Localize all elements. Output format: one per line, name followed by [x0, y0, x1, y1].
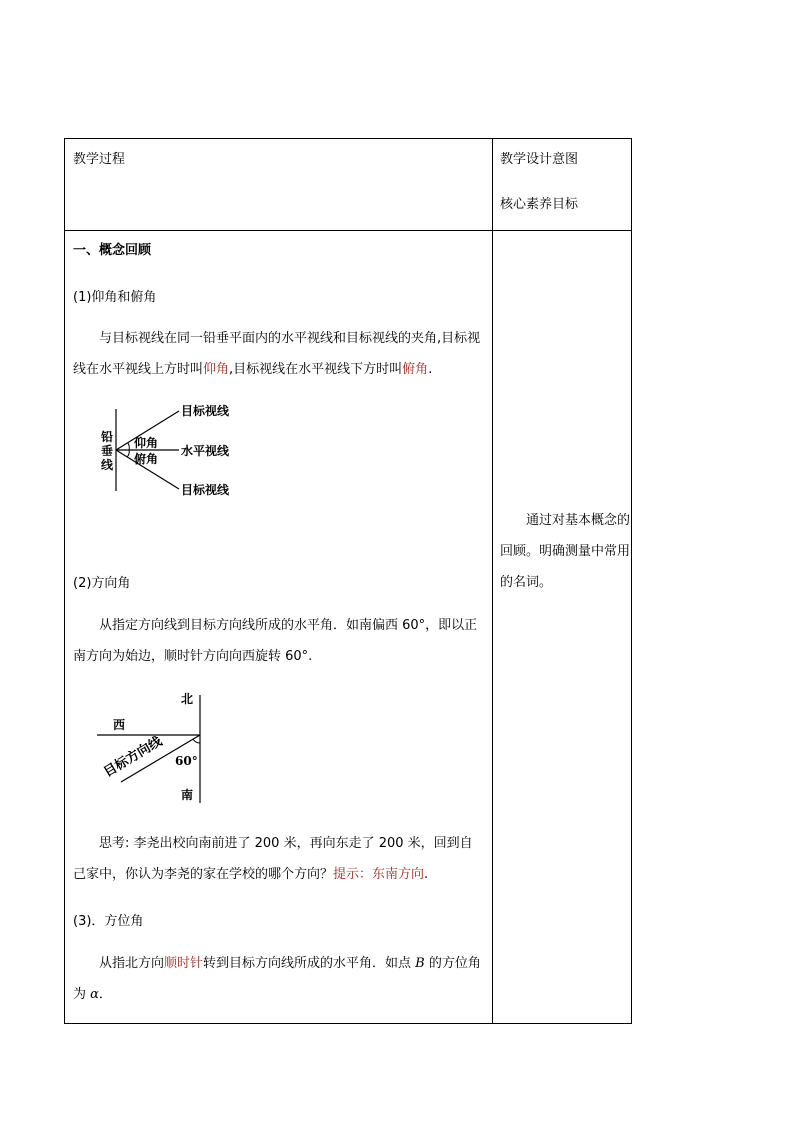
upper-sight-label: 目标视线: [181, 404, 230, 418]
term-clockwise: 顺时针: [164, 956, 204, 971]
design-intent-text: 通过对基本概念的回顾。明确测量中常用的名词。: [500, 513, 631, 590]
target-line-label: 目标方向线: [101, 734, 165, 781]
think-question: 思考: 李尧出校向南前进了 200 米，再向东走了 200 米，回到自己家中，你认为李尧的家在学校的哪个方向？提示：东南方向.: [73, 836, 473, 882]
west-label: 西: [113, 718, 126, 732]
angle-depression-label: 俯角: [134, 452, 159, 466]
angle-elevation-label: 仰角: [134, 436, 159, 450]
header-intent: 教学设计意图: [500, 152, 579, 167]
elevation-diagram: [95, 399, 245, 499]
subsection-direction-title: (2)方向角: [73, 576, 131, 591]
alpha-symbol: α: [90, 987, 99, 1002]
column-divider: [492, 139, 493, 1023]
subsection-azimuth-title: (3)．方位角: [73, 914, 144, 929]
vertical-char-2: 垂: [101, 444, 114, 458]
vertical-char-3: 线: [101, 458, 114, 472]
elevation-definition: 与目标视线在同一铅垂平面内的水平视线和目标视线的夹角,目标视线在水平视线上方时叫仰角,目标视线在水平视线下方时叫俯角.: [73, 331, 481, 377]
north-label: 北: [181, 692, 194, 706]
subsection-elevation-title: (1)仰角和俯角: [73, 290, 157, 305]
term-elevation: 仰角: [203, 362, 230, 377]
angle-60-label: 60°: [175, 754, 198, 768]
direction-diagram: [95, 687, 265, 809]
header-goal: 核心素养目标: [500, 197, 579, 212]
lower-sight-label: 目标视线: [181, 483, 230, 497]
azimuth-definition: 从指北方向顺时针转到目标方向线所成的水平角．如点 B 的方位角为 α．: [73, 956, 481, 1002]
direction-definition: 从指定方向线到目标方向线所成的水平角．如南偏西 60°，即以正南方向为始边，顺时针方向向西旋转 60°.: [73, 618, 478, 664]
vertical-char-1: 铅: [101, 430, 114, 444]
south-label: 南: [181, 788, 194, 802]
header-divider: [65, 230, 631, 231]
lesson-table: [64, 138, 632, 1024]
horizontal-sight-label: 水平视线: [181, 444, 230, 458]
think-hint: 提示：东南方向: [333, 867, 425, 882]
header-process: 教学过程: [73, 152, 126, 167]
term-depression: 俯角: [402, 362, 429, 377]
section-title: 一、概念回顾: [73, 243, 152, 258]
point-b: B: [415, 956, 425, 971]
